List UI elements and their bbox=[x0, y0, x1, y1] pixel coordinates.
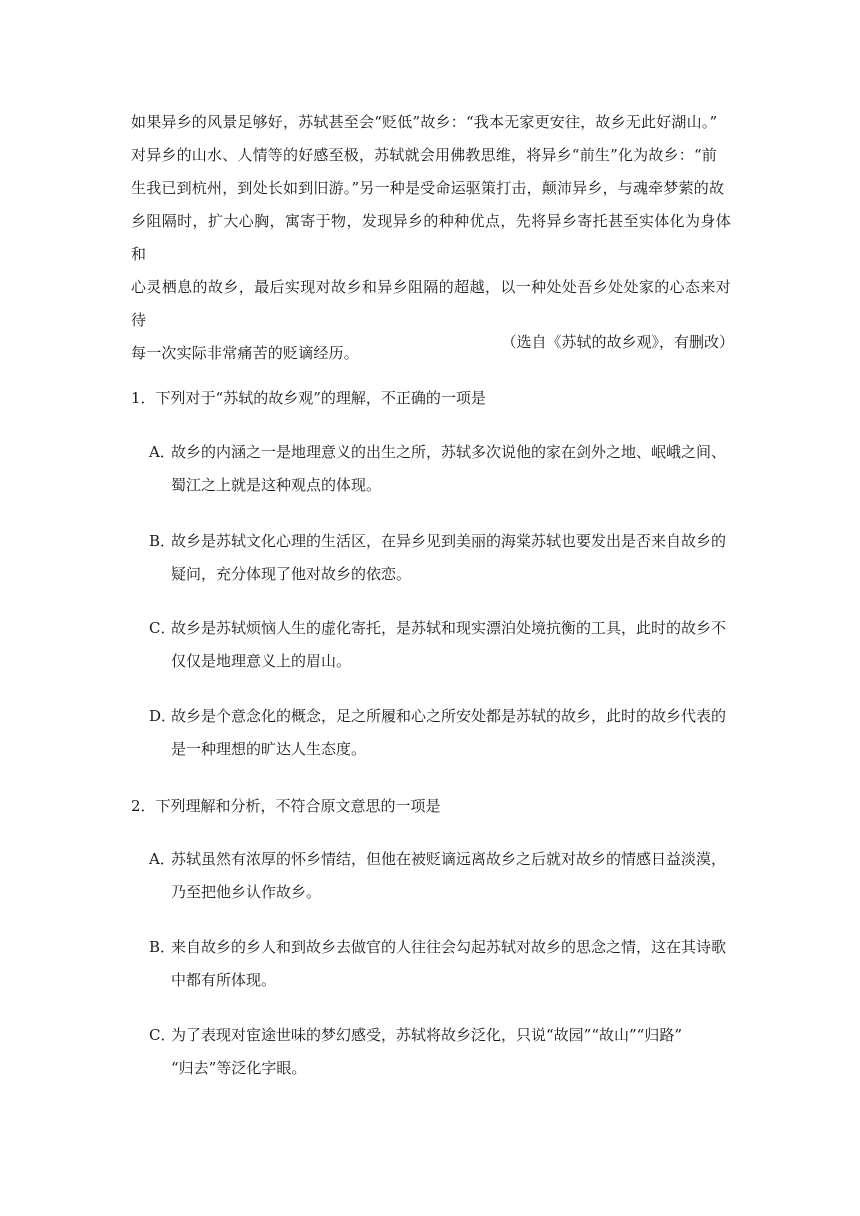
option-letter: C． bbox=[149, 1026, 176, 1044]
option-d bbox=[149, 700, 731, 766]
option-text-line: 是一种理想的旷达人生态度。 bbox=[171, 740, 367, 758]
option-c bbox=[149, 612, 731, 678]
option-text-line: 仅仅是地理意义上的眉山。 bbox=[171, 652, 352, 670]
option-text-line: 故乡是苏轼烦恼人生的虚化寄托，是苏轼和现实漂泊处境抗衡的工具，此时的故乡不 bbox=[171, 619, 727, 637]
passage-line: 生我已到杭州，到处长如到旧游。”另一种是受命运驱策打击，颠沛异乡，与魂牵梦萦的故 bbox=[131, 179, 725, 197]
passage-line: 对异乡的山水、人情等的好感至极，苏轼就会用佛教思维，将异乡“前生”化为故乡：“前 bbox=[131, 146, 718, 164]
passage-source: （选自《苏轼的故乡观》，有删改） bbox=[501, 333, 734, 351]
option-text-line: 疑问，充分体现了他对故乡的依恋。 bbox=[171, 565, 412, 583]
option-text-line: 故乡的内涵之一是地理意义的出生之所，苏轼多次说他的家在剑外之地、岷峨之间、 bbox=[171, 443, 727, 461]
option-text-line: 乃至把他乡认作故乡。 bbox=[171, 883, 322, 901]
option-text-line: 苏轼虽然有浓厚的怀乡情结，但他在被贬谪远离故乡之后就对故乡的情感日益淡漠， bbox=[171, 850, 727, 868]
option-b bbox=[149, 931, 731, 997]
option-letter: B． bbox=[149, 938, 176, 956]
option-text-line: “归去”等泛化字眼。 bbox=[171, 1059, 307, 1077]
question-stem: 2．下列理解和分析，不符合原文意思的一项是 bbox=[131, 797, 441, 815]
option-a bbox=[149, 436, 731, 502]
option-letter: A． bbox=[149, 443, 175, 461]
passage-line: 心灵栖息的故乡，最后实现对故乡和异乡阻隔的超越，以一种处处吾乡处处家的心态来对待 bbox=[131, 278, 731, 329]
option-letter: D． bbox=[149, 707, 177, 725]
question-stem: 1．下列对于“苏轼的故乡观”的理解，不正确的一项是 bbox=[131, 389, 486, 407]
option-b bbox=[149, 525, 731, 591]
option-letter: C． bbox=[149, 619, 176, 637]
option-letter: B． bbox=[149, 532, 176, 550]
passage-line: 每一次实际非常痛苦的贬谪经历。 bbox=[131, 344, 360, 362]
option-text-line: 中都有所体现。 bbox=[171, 971, 277, 989]
option-text-line: 蜀江之上就是这种观点的体现。 bbox=[171, 476, 382, 494]
option-a bbox=[149, 843, 731, 909]
option-letter: A． bbox=[149, 850, 175, 868]
option-text-line: 故乡是个意念化的概念，足之所履和心之所安处都是苏轼的故乡，此时的故乡代表的 bbox=[171, 707, 727, 725]
option-c bbox=[149, 1019, 731, 1085]
option-text-line: 来自故乡的乡人和到故乡去做官的人往往会勾起苏轼对故乡的思念之情，这在其诗歌 bbox=[171, 938, 727, 956]
passage-line: 如果异乡的风景足够好，苏轼甚至会“贬低”故乡：“我本无家更安往，故乡无此好湖山。” bbox=[131, 113, 718, 131]
option-text-line: 故乡是苏轼文化心理的生活区，在异乡见到美丽的海棠苏轼也要发出是否来自故乡的 bbox=[171, 532, 727, 550]
option-text-line: 为了表现对宦途世味的梦幻感受，苏轼将故乡泛化，只说“故园”“故山”“归路” bbox=[171, 1026, 683, 1044]
passage-line: 乡阻隔时，扩大心胸，寓寄于物，发现异乡的种种优点，先将异乡寄托甚至实体化为身体和 bbox=[131, 212, 731, 263]
